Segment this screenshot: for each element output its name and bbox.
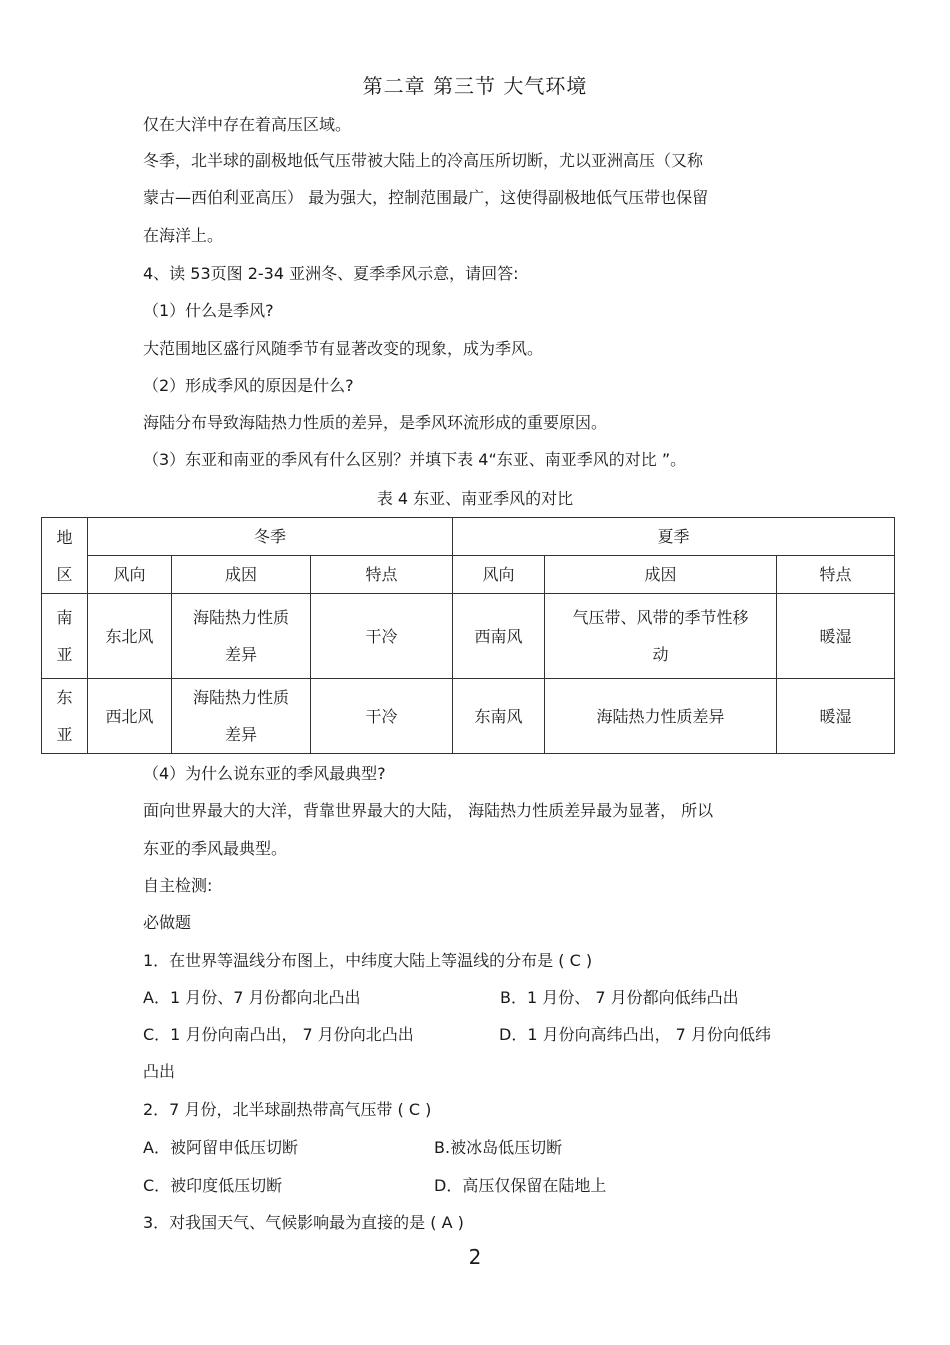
monsoon-comparison-table [41,517,895,754]
table-row [42,679,895,754]
answer-4-4-line-2: 东亚的季风最典型。 [143,839,288,858]
summer-feature-cell: 暖湿 [777,679,895,754]
intro-line-1: 仅在大洋中存在着高压区域。 [143,115,352,134]
test-question-1-option-a: A．1 月份、7 月份都向北凸出 [143,988,361,1007]
page-title: 第二章 第三节 大气环境 [362,74,588,98]
winter-cause-cell: 海陆热力性质 差异 [172,679,311,754]
summer-header: 夏季 [453,518,895,556]
intro-line-3: 蒙古—西伯利亚高压） 最为强大，控制范围最广，这使得副极地低气压带也保留 [143,188,709,207]
region-header: 地 区 [42,518,88,594]
summer-feature-header: 特点 [777,556,895,594]
region-cell: 东 亚 [42,679,88,754]
question-4-prompt: 4、读 53页图 2-34 亚洲冬、夏季季风示意，请回答: [143,264,519,283]
test-question-1-option-d-cont: 凸出 [143,1062,176,1081]
winter-direction-cell: 东北风 [88,594,172,679]
winter-feature-header: 特点 [311,556,453,594]
test-question-2-option-c: C．被印度低压切断 [143,1176,283,1195]
answer-4-1: 大范围地区盛行风随季节有显著改变的现象，成为季风。 [143,339,544,358]
intro-line-4: 在海洋上。 [143,226,224,245]
test-question-1-option-c: C．1 月份向南凸出， 7 月份向北凸出 [143,1025,414,1044]
test-question-3: 3．对我国天气、气候影响最为直接的是 ( A ) [143,1213,464,1232]
winter-direction-cell: 西北风 [88,679,172,754]
test-question-2-option-b: B.被冰岛低压切断 [434,1138,563,1157]
table-caption: 表 4 东亚、南亚季风的对比 [376,489,574,508]
summer-direction-cell: 西南风 [453,594,545,679]
winter-feature-cell: 干冷 [311,594,453,679]
winter-cause-cell: 海陆热力性质 差异 [172,594,311,679]
test-question-1-option-d: D．1 月份向高纬凸出， 7 月份向低纬 [499,1025,771,1044]
page-number: 2 [468,1245,482,1269]
intro-line-2: 冬季，北半球的副极地低气压带被大陆上的冷高压所切断，尤以亚洲高压（又称 [143,151,704,170]
answer-4-4-line-1: 面向世界最大的大洋，背靠世界最大的大陆， 海陆热力性质差异最为显著， 所以 [143,801,714,820]
answer-4-2: 海陆分布导致海陆热力性质的差异，是季风环流形成的重要原因。 [143,413,608,432]
region-cell: 南 亚 [42,594,88,679]
summer-direction-header: 风向 [453,556,545,594]
winter-feature-cell: 干冷 [311,679,453,754]
summer-cause-cell: 海陆热力性质差异 [545,679,777,754]
question-4-4: （4）为什么说东亚的季风最典型? [143,764,386,783]
test-question-1: 1．在世界等温线分布图上，中纬度大陆上等温线的分布是 ( C ) [143,951,593,970]
self-test-heading: 自主检测: [143,876,213,895]
summer-direction-cell: 东南风 [453,679,545,754]
winter-direction-header: 风向 [88,556,172,594]
table-row [42,594,895,679]
test-question-2-option-a: A．被阿留申低压切断 [143,1138,298,1157]
question-4-1: （1）什么是季风? [143,301,274,320]
summer-feature-cell: 暖湿 [777,594,895,679]
test-question-2: 2．7 月份，北半球副热带高气压带 ( C ) [143,1100,432,1119]
winter-header: 冬季 [88,518,453,556]
summer-cause-cell: 气压带、风带的季节性移 动 [545,594,777,679]
question-4-2: （2）形成季风的原因是什么? [143,376,354,395]
test-question-1-option-b: B．1 月份、 7 月份都向低纬凸出 [500,988,739,1007]
summer-cause-header: 成因 [545,556,777,594]
required-heading: 必做题 [143,913,192,932]
test-question-2-option-d: D．高压仅保留在陆地上 [434,1176,607,1195]
question-4-3: （3）东亚和南亚的季风有什么区别？并填下表 4“东亚、南亚季风的对比 ”。 [143,450,687,469]
winter-cause-header: 成因 [172,556,311,594]
